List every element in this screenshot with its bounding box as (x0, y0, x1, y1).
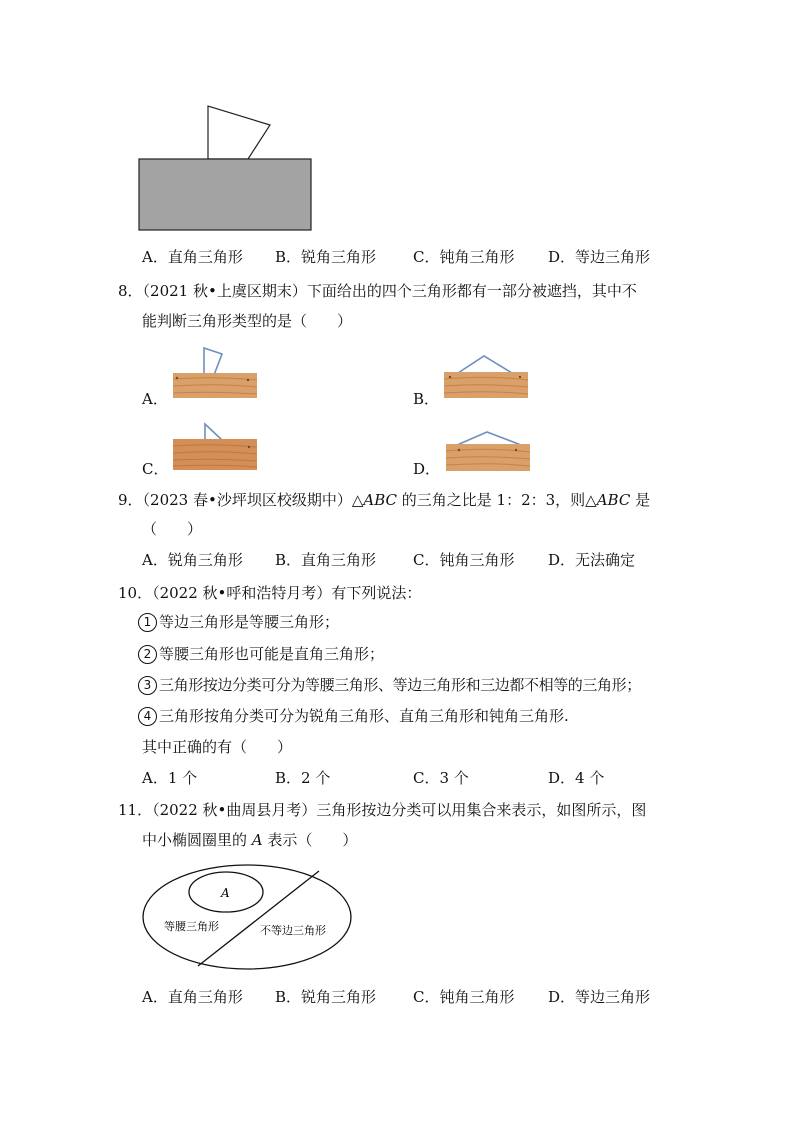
q10-statement-2 (138, 644, 384, 664)
q8-c-triangle (205, 424, 222, 440)
q7-option-c[interactable]: C．钝角三角形 (413, 248, 515, 266)
q8-option-c-label[interactable]: C． (142, 460, 169, 478)
q9-question-line-1 (118, 490, 650, 510)
q11-suffix: 表示（ ） (262, 831, 358, 849)
q11-venn-diagram (140, 862, 354, 972)
q11-question-line-2 (142, 830, 357, 850)
q7-option-b[interactable]: B．锐角三角形 (275, 248, 377, 266)
q9-option-c[interactable]: C．钝角三角形 (413, 551, 515, 569)
q9-prefix: 9．（2023 春•沙坪坝区校级期中）△ (118, 491, 364, 509)
q9-mid: 的三角之比是 1：2：3，则△ (397, 491, 597, 509)
q7-option-a[interactable]: A．直角三角形 (142, 248, 243, 266)
venn-outer-ellipse (143, 865, 351, 969)
q11-option-b[interactable]: B．锐角三角形 (275, 988, 377, 1006)
q10-statement-4 (138, 706, 569, 726)
q8-option-a-label[interactable]: A． (142, 390, 168, 408)
q8-question-line-1: 8．（2021 秋•上虞区期末）下面给出的四个三角形都有一部分被遮挡，其中不 (118, 282, 637, 300)
q7-triangle (208, 106, 270, 159)
q8-option-b-image[interactable] (442, 352, 530, 400)
q8-option-d-label[interactable]: D． (413, 460, 441, 478)
q10-statement-4-text: 三角形按角分类可分为锐角三角形、直角三角形和钝角三角形. (159, 707, 569, 725)
q10-question-line-1: 10．（2022 秋•呼和浩特月考）有下列说法： (118, 584, 422, 602)
q11-question-line-1: 11．（2022 秋•曲周县月考）三角形按边分类可以用集合来表示，如图所示，图 (118, 801, 647, 819)
q7-option-d[interactable]: D．等边三角形 (548, 248, 651, 266)
q8-b-triangle (458, 356, 512, 373)
q8-option-d-image[interactable] (445, 430, 531, 472)
q8-option-b-label[interactable]: B． (413, 390, 440, 408)
q10-statement-3 (138, 675, 641, 695)
q10-statement-4-number: 4 (138, 707, 157, 726)
q10-statement-3-text: 三角形按边分类可分为等腰三角形、等边三角形和三边都不相等的三角形； (159, 676, 641, 694)
q10-statement-1-text: 等边三角形是等腰三角形； (159, 613, 340, 631)
q10-statement-1-number: 1 (138, 613, 157, 632)
q10-statement-1 (138, 612, 339, 632)
q10-option-b[interactable]: B．2 个 (275, 769, 331, 787)
q11-prefix: 中小椭圆圈里的 (142, 831, 252, 849)
q8-d-triangle (457, 432, 521, 445)
venn-inner-label: A (221, 886, 230, 900)
q8-option-c-image[interactable] (172, 422, 258, 472)
q9-abc-1: ABC (363, 491, 397, 509)
q10-prompt: 其中正确的有（ ） (142, 738, 293, 756)
q10-statement-2-number: 2 (138, 645, 157, 664)
q11-option-c[interactable]: C．钝角三角形 (413, 988, 515, 1006)
q11-option-a[interactable]: A．直角三角形 (142, 988, 243, 1006)
q10-option-c[interactable]: C．3 个 (413, 769, 469, 787)
q7-figure (136, 102, 316, 234)
q7-gray-block (139, 159, 311, 230)
q10-option-d[interactable]: D．4 个 (548, 769, 605, 787)
q8-option-a-image[interactable] (172, 346, 258, 400)
q11-option-d[interactable]: D．等边三角形 (548, 988, 651, 1006)
q10-option-a[interactable]: A．1 个 (142, 769, 198, 787)
q8-a-triangle (204, 348, 222, 375)
venn-right-label: 不等边三角形 (260, 924, 326, 937)
q10-statement-2-text: 等腰三角形也可能是直角三角形； (159, 645, 385, 663)
q9-option-b[interactable]: B．直角三角形 (275, 551, 377, 569)
q10-statement-3-number: 3 (138, 676, 157, 695)
q11-a-letter: A (251, 831, 263, 849)
q9-option-a[interactable]: A．锐角三角形 (142, 551, 243, 569)
q9-abc-2: ABC (596, 491, 631, 509)
venn-left-label: 等腰三角形 (164, 920, 219, 933)
q9-option-d[interactable]: D．无法确定 (548, 551, 636, 569)
q8-question-line-2: 能判断三角形类型的是（ ） (142, 312, 353, 330)
q9-suffix: 是 (630, 491, 651, 509)
q9-question-line-2: （ ） (142, 520, 203, 538)
venn-divider-line (198, 871, 319, 966)
